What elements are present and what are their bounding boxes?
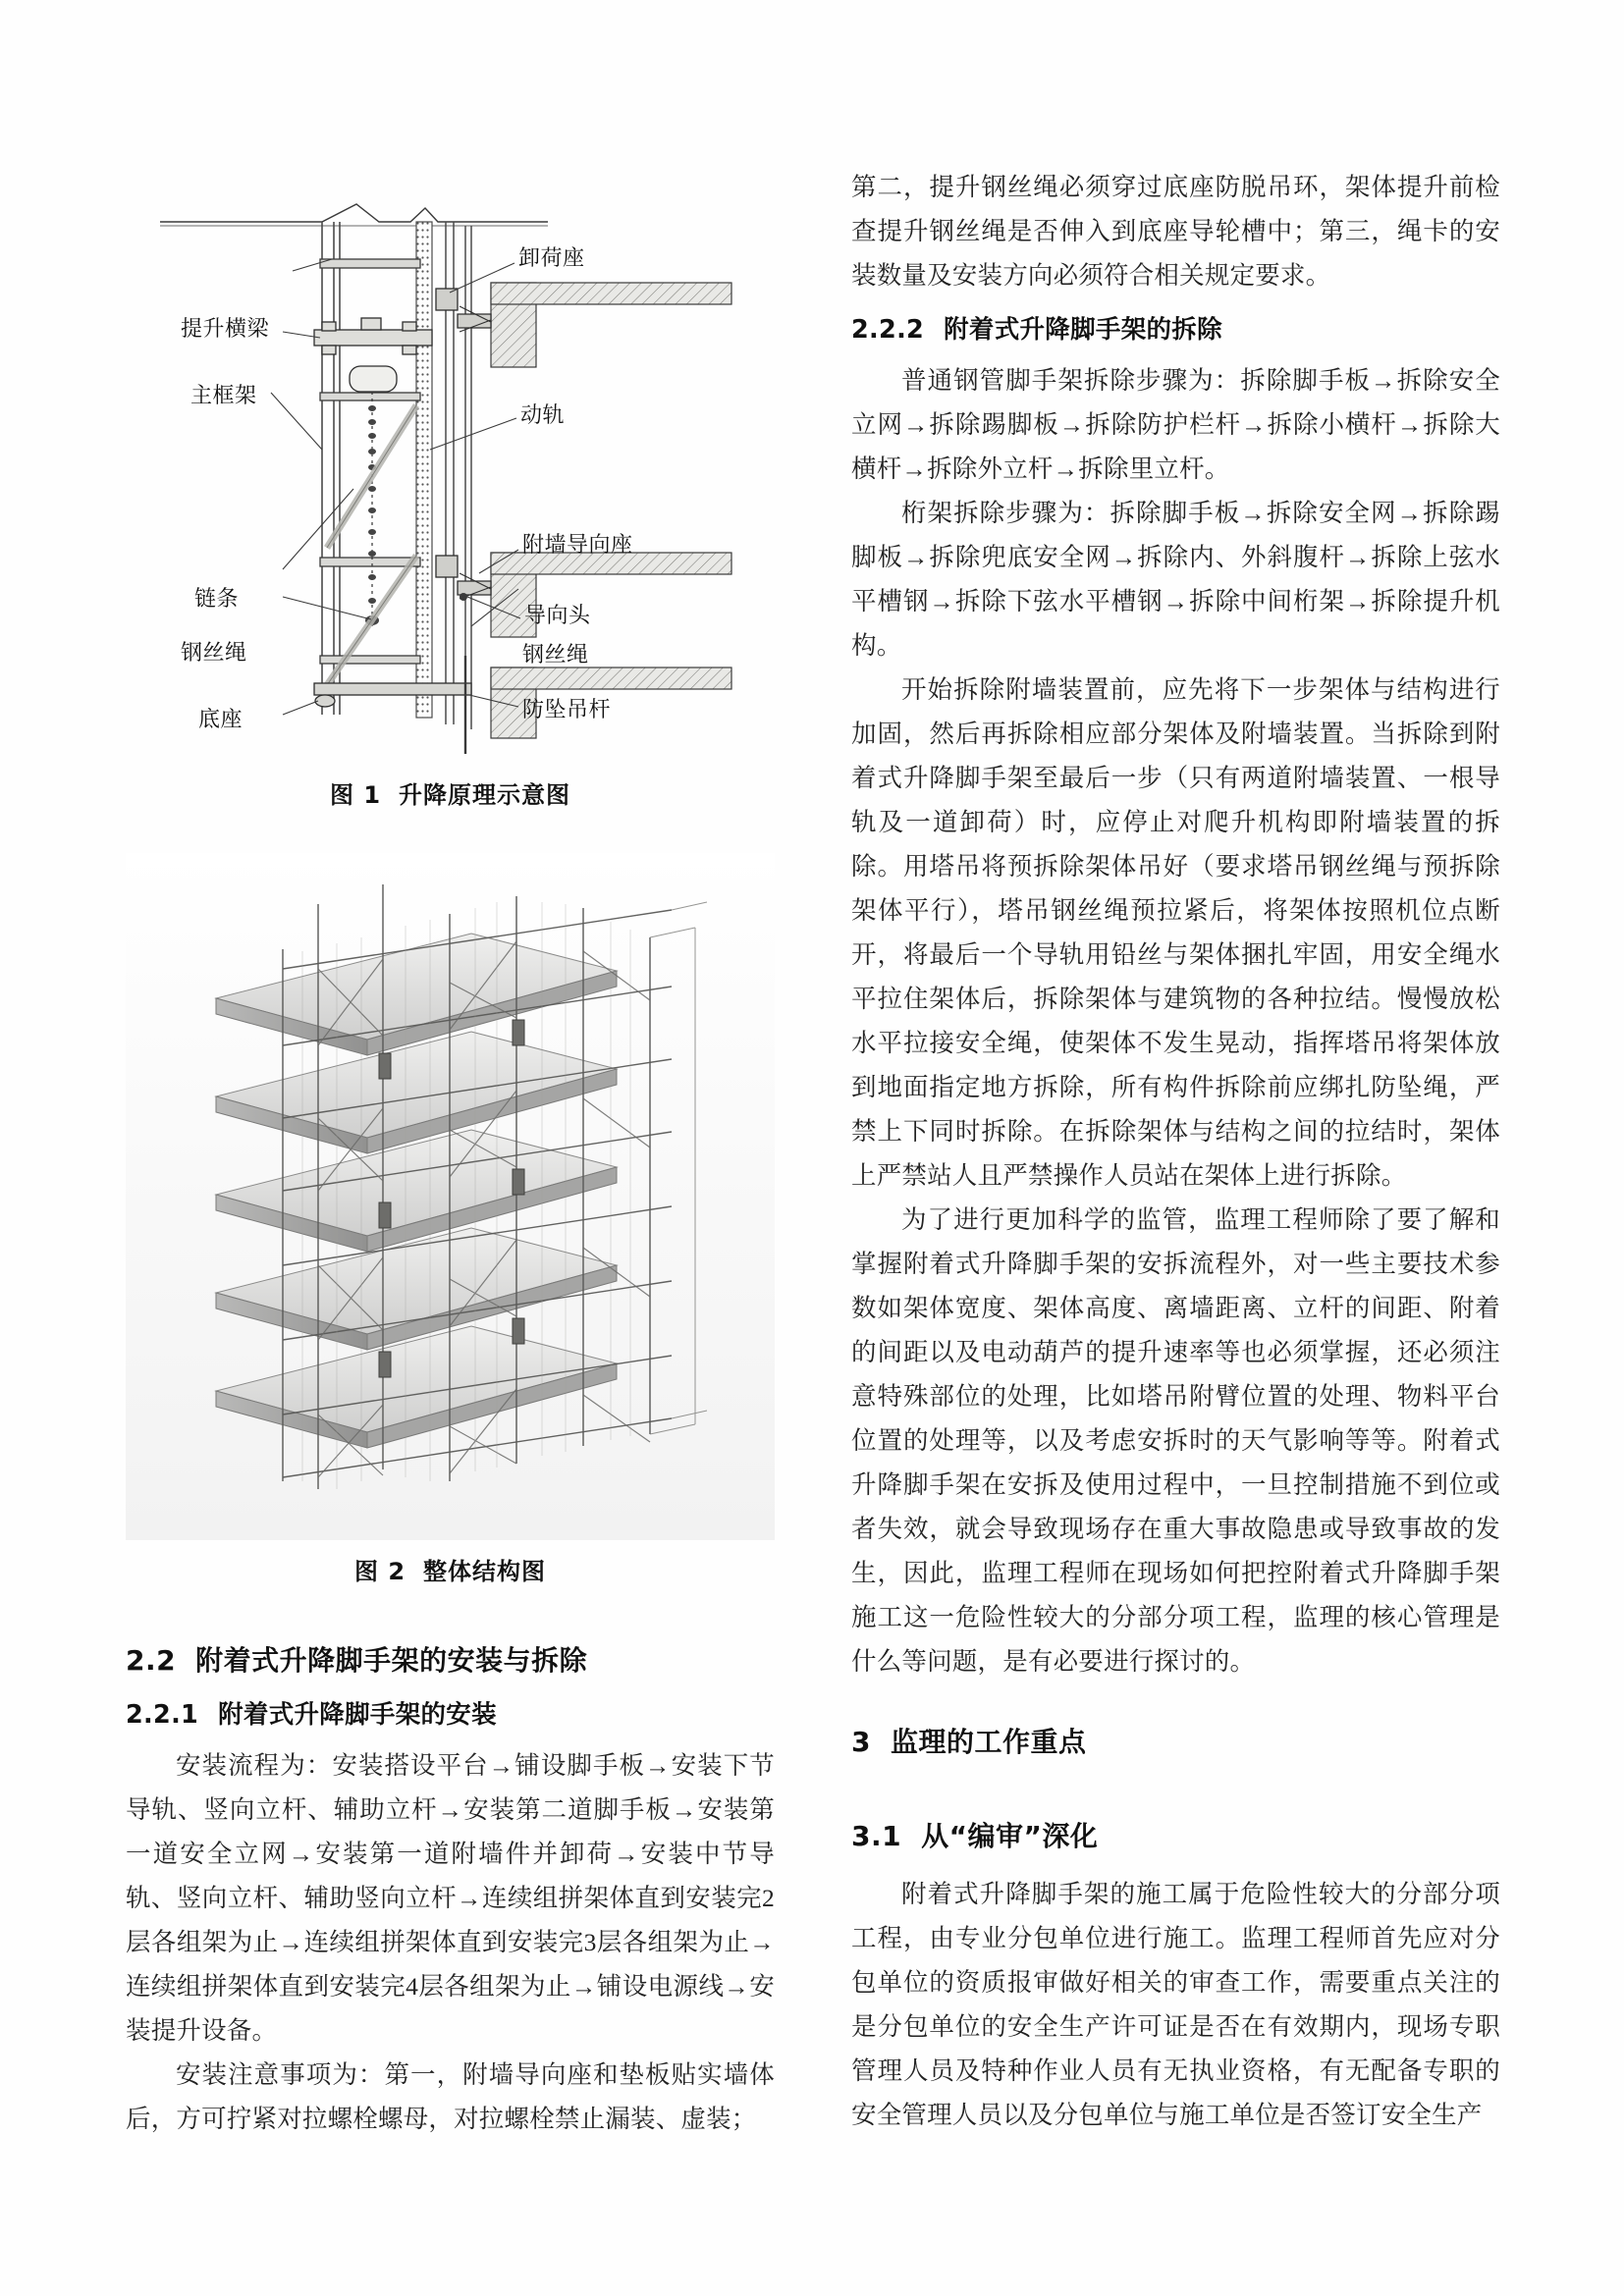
figure-1-caption-text: 升降原理示意图 xyxy=(399,781,571,809)
fig1-label-main-frame: 主框架 xyxy=(190,384,257,408)
fig1-label-guide-head: 导向头 xyxy=(524,604,591,628)
figure-2-caption-text: 整体结构图 xyxy=(423,1558,547,1585)
fig1-label-moving-rail: 动轨 xyxy=(520,403,566,428)
fig1-label-lifting-beam: 提升横梁 xyxy=(181,317,270,342)
figure-2 xyxy=(126,853,775,1586)
two-column-layout xyxy=(126,165,1500,2207)
paragraph-supervision: 为了进行更加科学的监管，监理工程师除了要了解和掌握附着式升降脚手架的安拆流程外，对一些主要技术参数如架体宽度、架体高度、离墙距离、立杆的间距、附着的间距以及电动葫芦的提升速率等也必须掌握，还必须注意特殊部位的处理，比如塔吊附臂位置的处理、物料平台位置的处理等，以及考虑安拆时的天气影响等等。附着式升降脚手架在安拆及使用过程中，一旦控制措施不到位或者失效，就会导致现场存在重大事故隐患或导致事故的发生，因此，监理工程师在现场如何把控附着式升降脚手架施工这一危险性较大的分部分项工程，监理的核心管理是什么等问题，是有必要进行探讨的。 xyxy=(851,1205,1500,1676)
paragraph-wall-device-removal: 开始拆除附墙装置前，应先将下一步架体与结构进行加固，然后再拆除相应部分架体及附墙装置。当拆除到附着式升降脚手架至最后一步（只有两道附墙装置、一根导轨及一道卸荷）时，应停止对爬升机构即附墙装置的拆除。用塔吊将预拆除架体吊好（要求塔吊钢丝绳与预拆除架体平行），塔吊钢丝绳预拉紧后，将架体按照机位点断开，将最后一个导轨用铅丝与架体捆扎牢固，用安全绳水平拉住架体后，拆除架体与建筑物的各种拉结。慢慢放松水平拉接安全绳，使架体不发生晃动，指挥塔吊将架体放到地面指定地方拆除，所有构件拆除前应绑扎防坠绳，严禁上下同时拆除。在拆除架体与结构之间的拉结时，架体上严禁站人且严禁操作人员站在架体上进行拆除。 xyxy=(851,675,1500,1190)
paragraph-install-notes: 安装注意事项为：第一，附墙导向座和垫板贴实墙体后，方可拧紧对拉螺栓螺母，对拉螺栓禁止漏装、虚装； xyxy=(126,2060,775,2133)
left-column xyxy=(126,165,775,2207)
figure-1 xyxy=(126,165,775,810)
heading-2-2-1 xyxy=(126,1696,775,1734)
heading-2-2-2 xyxy=(851,311,1500,348)
heading-2-2-number: 2.2 xyxy=(126,1644,177,1677)
fig1-label-unloading-seat: 卸荷座 xyxy=(518,246,585,271)
paragraph-steel-pipe-removal: 普通钢管脚手架拆除步骤为：拆除脚手板→拆除安全立网→拆除踢脚板→拆除防护栏杆→拆除小横杆→拆除大横杆→拆除外立杆→拆除里立杆。 xyxy=(851,366,1500,483)
heading-2-2-1-number: 2.2.1 xyxy=(126,1700,199,1730)
heading-3-1-number: 3.1 xyxy=(851,1820,902,1852)
fig1-label-wire-rope-right: 钢丝绳 xyxy=(522,643,589,667)
fig1-label-base: 底座 xyxy=(198,708,244,732)
fig1-label-chain: 链条 xyxy=(194,587,240,612)
fig1-label-wire-rope-left: 钢丝绳 xyxy=(181,641,247,666)
heading-3-number: 3 xyxy=(851,1726,871,1758)
lifting-principle-diagram-svg xyxy=(126,165,775,764)
heading-2-2-2-number: 2.2.2 xyxy=(851,315,925,345)
paragraph-continuation: 第二，提升钢丝绳必须穿过底座防脱吊环，架体提升前检查提升钢丝绳是否伸入到底座导轮槽中；第三，绳卡的安装数量及安装方向必须符合相关规定要求。 xyxy=(851,173,1500,290)
heading-3-1 xyxy=(851,1817,1500,1856)
fig1-label-wall-guide-seat: 附墙导向座 xyxy=(522,533,633,558)
figure-1-caption-number: 图 1 xyxy=(329,781,382,809)
heading-2-2-1-title: 附着式升降脚手架的安装 xyxy=(218,1700,497,1730)
heading-3-title: 监理的工作重点 xyxy=(890,1726,1087,1758)
right-column xyxy=(851,165,1500,2207)
heading-2-2-title: 附着式升降脚手架的安装与拆除 xyxy=(195,1644,588,1677)
figure-1-drawing xyxy=(126,165,775,764)
heading-3 xyxy=(851,1723,1500,1762)
paragraph-truss-removal: 桁架拆除步骤为：拆除脚手板→拆除安全网→拆除踢脚板→拆除兜底安全网→拆除内、外斜腹杆→拆除上弦水平槽钢→拆除下弦水平槽钢→拆除中间桁架→拆除提升机构。 xyxy=(851,499,1500,660)
paragraph-install-flow: 安装流程为：安装搭设平台→铺设脚手板→安装下节导轨、竖向立杆、辅助立杆→安装第二道脚手板→安装第一道安全立网→安装第一道附墙件并卸荷→安装中节导轨、竖向立杆、辅助竖向立杆→连续组拼架体直到安装完2层各组架为止→连续组拼架体直到安装完3层各组架为止→连续组拼架体直到安装完4层各组架为止→铺设电源线→安装提升设备。 xyxy=(126,1751,775,2045)
paragraph-3-1: 附着式升降脚手架的施工属于危险性较大的分部分项工程，由专业分包单位进行施工。监理工程师首先应对分包单位的资质报审做好相关的审查工作，需要重点关注的是分包单位的安全生产许可证是否在有效期内，现场专职管理人员及特种作业人员有无执业资格，有无配备专职的安全管理人员以及分包单位与施工单位是否签订安全生产 xyxy=(851,1880,1500,2129)
figure-2-caption xyxy=(126,1552,775,1586)
fig1-label-anti-fall-rod: 防坠吊杆 xyxy=(522,698,612,722)
heading-3-1-title: 从“编审”深化 xyxy=(921,1820,1099,1852)
heading-2-2-2-title: 附着式升降脚手架的拆除 xyxy=(944,315,1222,345)
heading-2-2 xyxy=(126,1641,775,1681)
overall-structure-3d-svg xyxy=(126,853,775,1540)
figure-2-drawing xyxy=(126,853,775,1540)
figure-2-caption-number: 图 2 xyxy=(353,1558,406,1585)
figure-1-caption xyxy=(126,775,775,810)
